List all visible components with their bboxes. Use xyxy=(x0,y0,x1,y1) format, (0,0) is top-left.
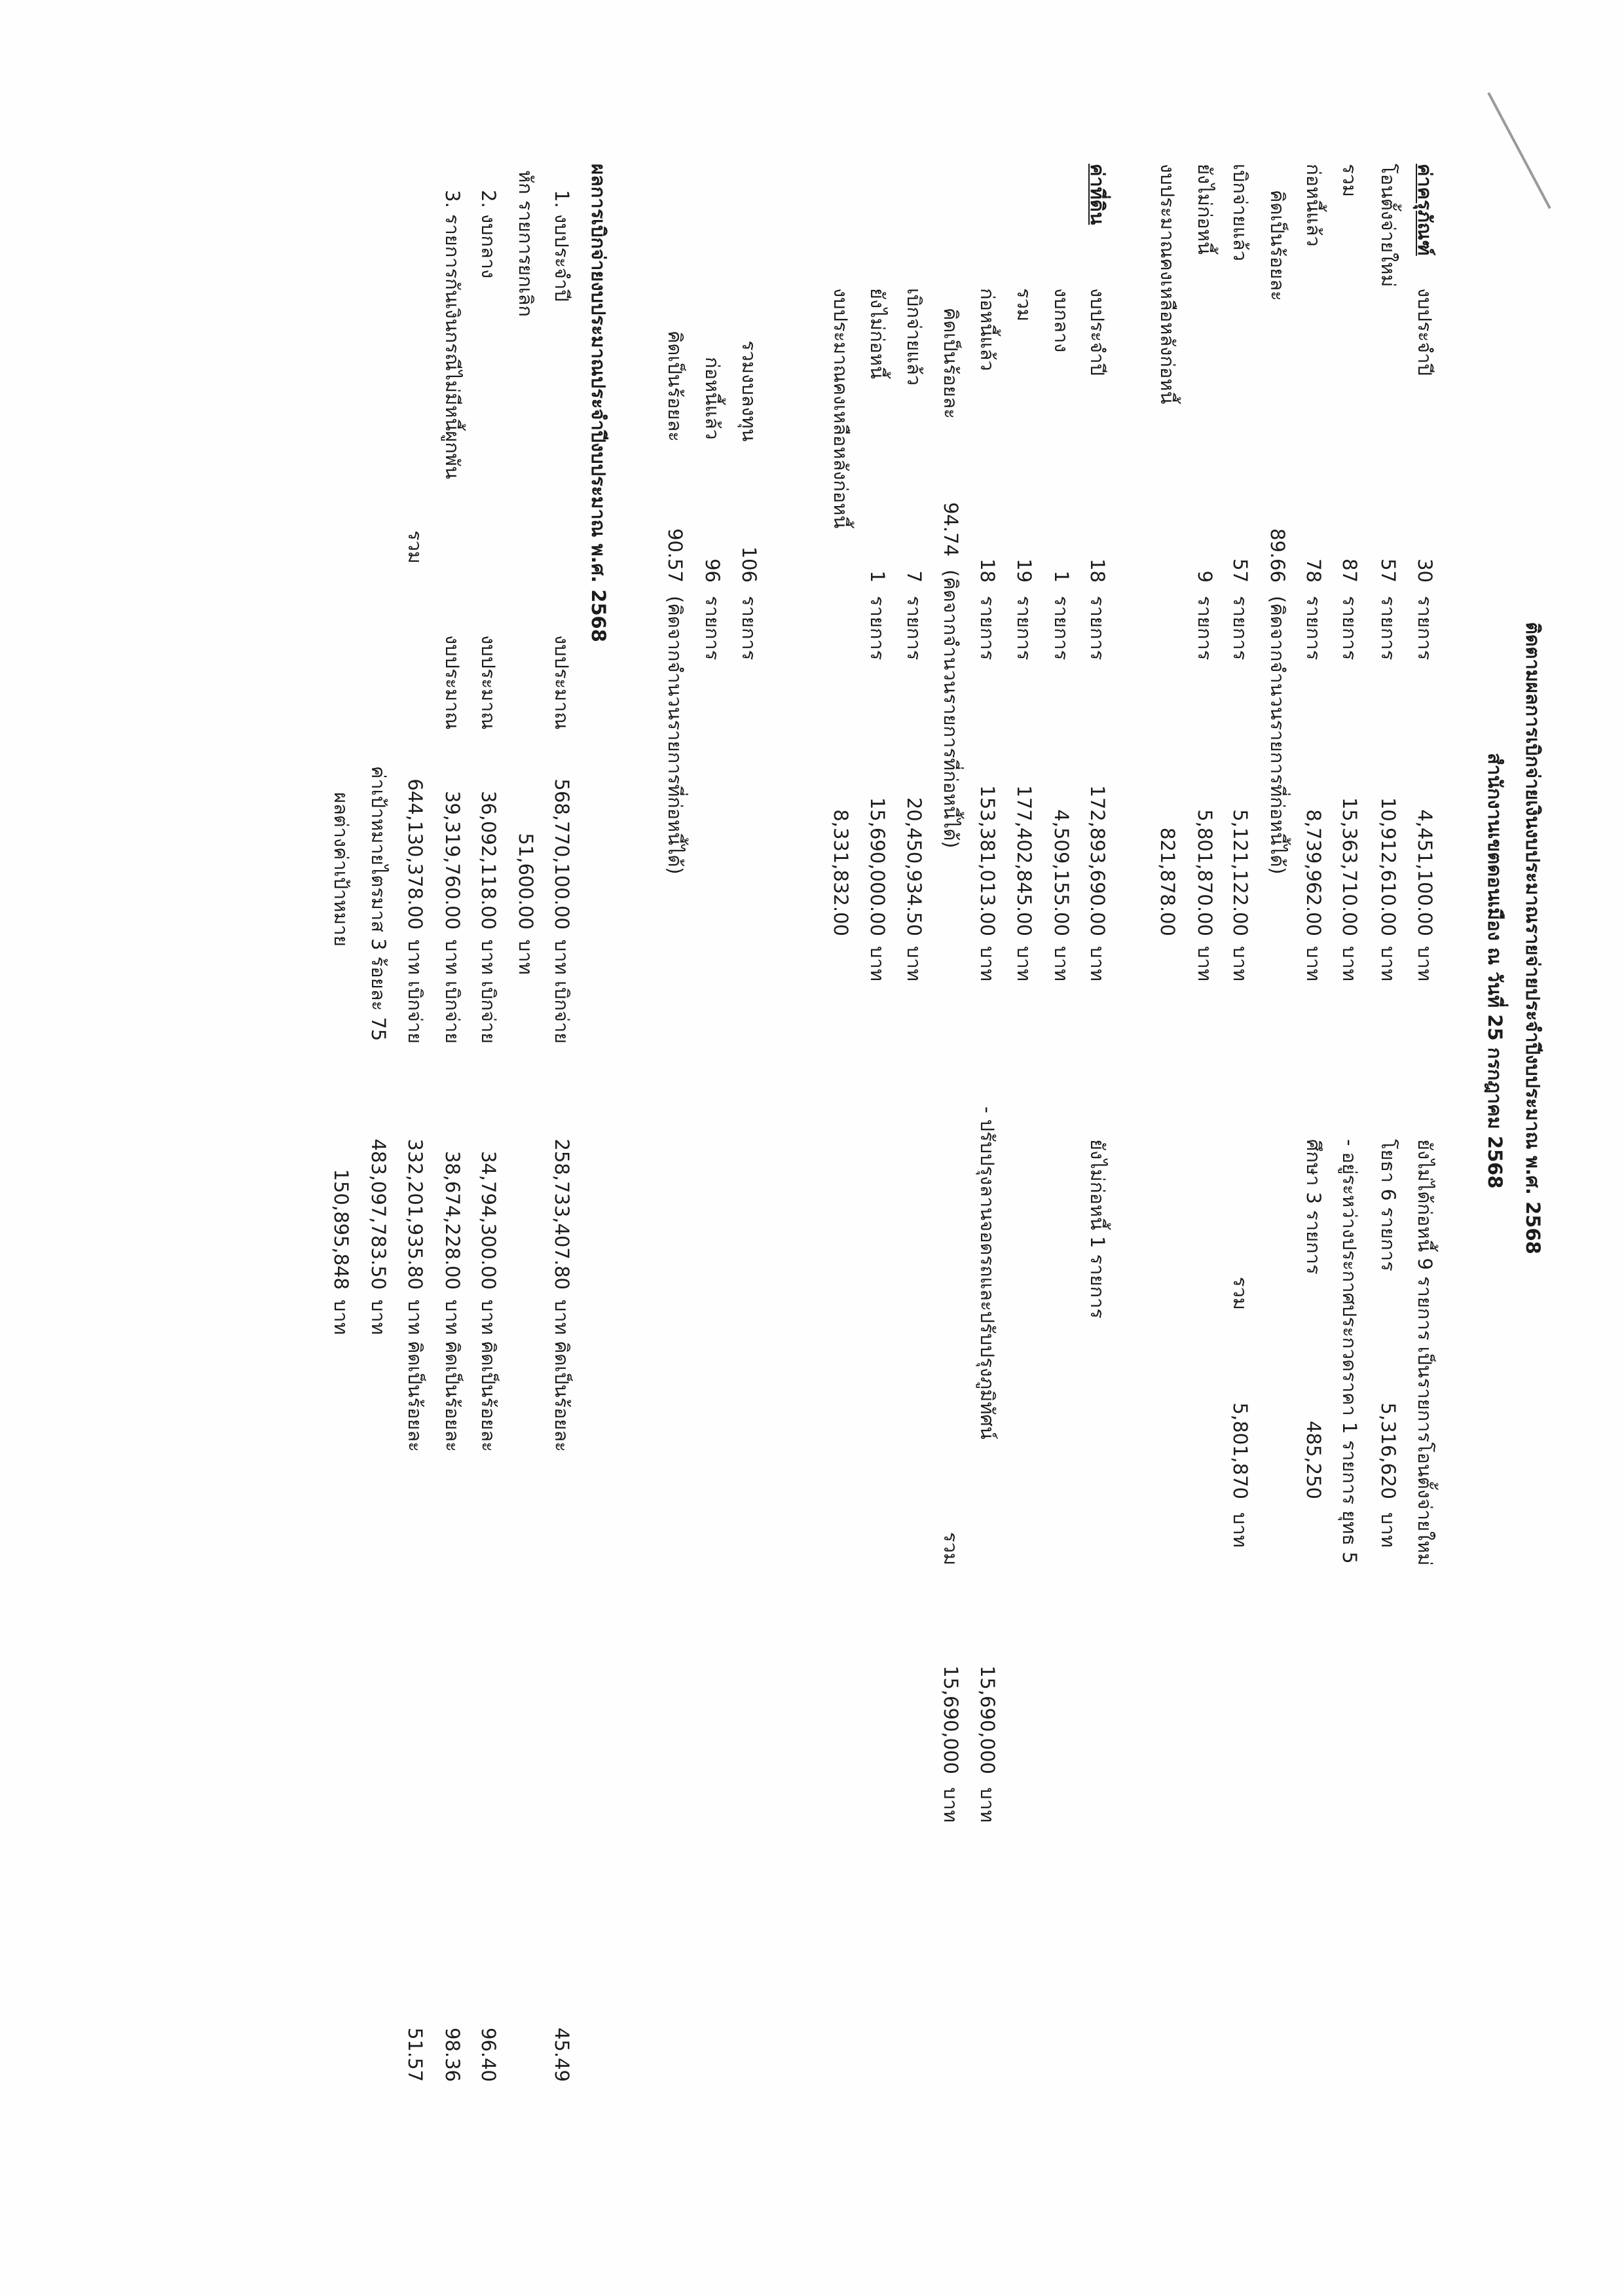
results-total-unit: บาท เบิกจ่าย xyxy=(404,939,426,1044)
row-amount: 172,893,690.00 xyxy=(1086,785,1109,936)
results-disbursed-unit: บาท คิดเป็นร้อยละ xyxy=(477,1300,500,1452)
row-count: 30 xyxy=(1414,558,1436,583)
row-label: รวม xyxy=(1013,288,1035,321)
results-total-budget: 644,130,378.00 xyxy=(404,778,426,930)
row-count: 57 xyxy=(1377,558,1399,583)
investment-percent-value: 90.57 xyxy=(664,528,686,583)
investment-committed-count: 96 xyxy=(701,558,724,583)
row-amount: 20,450,934.50 xyxy=(903,797,925,936)
row-label: งบประมาณคงเหลือหลังก่อหนี้ xyxy=(1156,164,1179,405)
row-count: 57 xyxy=(1229,558,1251,583)
section2-note-total-label: รวม xyxy=(940,1532,962,1565)
row-currency: บาท xyxy=(866,946,889,981)
section1-note: - อยู่ระหว่างประกาศประกวดราคา 1 รายการ ยุทธ 5 xyxy=(1338,1139,1361,1564)
row-count: 18 xyxy=(1086,558,1109,583)
row-count: 1 xyxy=(866,570,889,583)
results-budget-unit: บาท เบิกจ่าย xyxy=(477,939,500,1044)
document-sheet xyxy=(111,137,1565,2160)
results-percent: 96.40 xyxy=(477,2027,500,2082)
row-unit: รายการ xyxy=(1302,596,1325,661)
results-disbursed: 34,794,300.00 xyxy=(477,1150,500,1290)
investment-committed-label: ก่อหนี้แล้ว xyxy=(701,357,724,440)
results-total-disbursed-unit: บาท คิดเป็นร้อยละ xyxy=(404,1300,426,1452)
investment-total-label: รวมงบลงทุน xyxy=(738,340,760,442)
row-label: งบประจำปี xyxy=(1414,288,1436,376)
results-label: หัก รายการยกเลิก xyxy=(515,170,537,317)
investment-total-count: 106 xyxy=(738,546,760,583)
row-label: คิดเป็นร้อยละ xyxy=(1266,190,1289,301)
row-count: 7 xyxy=(903,570,925,583)
row-label: งบประมาณคงเหลือหลังก่อหนี้ xyxy=(830,288,852,529)
row-unit: รายการ xyxy=(1377,596,1399,661)
row-label: คิดเป็นร้อยละ xyxy=(940,308,962,419)
results-source: งบประมาณ xyxy=(441,635,464,730)
diff-unit: บาท xyxy=(330,1300,352,1335)
results-total-disbursed: 332,201,935.80 xyxy=(404,1139,426,1290)
section2-note: ยังไม่ก่อหนี้ 1 รายการ xyxy=(1086,1139,1109,1319)
section1-note-total-unit: บาท xyxy=(1229,1512,1251,1548)
results-budget: 36,092,118.00 xyxy=(477,790,500,930)
results-label: 1. งบประจำปี xyxy=(551,190,573,302)
section1-note: ยังไม่ได้ก่อหนี้ 9 รายการ เป็นรายการโอนตั้งจ่ายใหม่ xyxy=(1414,1139,1436,1566)
results-total-percent: 51.57 xyxy=(404,2027,426,2082)
section1-note-unit: บาท xyxy=(1377,1512,1399,1548)
row-amount: 177,402,845.00 xyxy=(1013,785,1035,936)
row-unit: รายการ xyxy=(866,596,889,661)
row-amount: 15,690,000.00 xyxy=(866,797,889,936)
results-disbursed-unit: บาท คิดเป็นร้อยละ xyxy=(441,1300,464,1452)
results-disbursed: 258,733,407.80 xyxy=(551,1139,573,1290)
row-unit: รายการ xyxy=(903,596,925,661)
row-count: 19 xyxy=(1013,558,1035,583)
row-amount: 5,121,122.00 xyxy=(1229,809,1251,936)
row-currency: บาท xyxy=(1377,946,1399,981)
section2-note: - ปรับปรุงลานจอดรถและปรับปรุงภูมิทัศน์ xyxy=(976,1106,999,1440)
row-unit: รายการ xyxy=(1338,596,1361,661)
row-amount: 821,878.00 xyxy=(1156,827,1179,936)
page-subtitle: สำนักงานเขตดอนเมือง ณ วันที่ 25 กรกฎาคม 2568 xyxy=(1484,753,1506,1189)
section1-note: ศึกษา 3 รายการ xyxy=(1302,1139,1325,1275)
row-unit: รายการ xyxy=(1086,596,1109,661)
row-currency: บาท xyxy=(1086,946,1109,981)
row-currency: บาท xyxy=(1338,946,1361,981)
results-source: งบประมาณ xyxy=(551,635,573,730)
section2-note-unit: บาท xyxy=(976,1787,999,1823)
row-amount: 15,363,710.00 xyxy=(1338,797,1361,936)
results-heading: ผลการเบิกจ่ายงบประมาณประจำปีงบประมาณ พ.ศ. 2568 xyxy=(587,164,610,642)
row-unit: (คิดจากจำนวนรายการที่ก่อหนี้ได้) xyxy=(940,570,962,848)
results-total-label: รวม xyxy=(404,530,426,564)
section1-note-total-value: 5,801,870 xyxy=(1229,1402,1251,1499)
row-label: ก่อหนี้แล้ว xyxy=(976,288,999,371)
results-budget-unit: บาท เบิกจ่าย xyxy=(441,939,464,1044)
row-label: โอนตั้งจ่ายใหม่ xyxy=(1377,164,1399,287)
target-value: 483,097,783.50 xyxy=(367,1139,390,1290)
row-amount: 10,912,610.00 xyxy=(1377,797,1399,936)
section1-note-total-label: รวม xyxy=(1229,1277,1251,1310)
section2-note-total-value: 15,690,000 xyxy=(940,1665,962,1774)
row-label: เบิกจ่ายแล้ว xyxy=(903,288,925,386)
row-unit: รายการ xyxy=(1013,596,1035,661)
diff-value: 150,895,848 xyxy=(330,1169,352,1290)
page-title: ติดตามผลการเบิกจ่ายเงินงบประมาณรายจ่ายประจำปีงบประมาณ พ.ศ. 2568 xyxy=(1522,622,1544,1254)
row-amount: 5,801,870.00 xyxy=(1194,809,1216,936)
row-label: งบกลาง xyxy=(1050,288,1073,353)
row-count: 94.74 xyxy=(940,501,962,556)
row-currency: บาท xyxy=(1302,946,1325,981)
results-label: 2. งบกลาง xyxy=(477,190,500,279)
row-amount: 8,739,962.00 xyxy=(1302,809,1325,936)
row-amount: 4,451,100.00 xyxy=(1414,809,1436,936)
row-currency: บาท xyxy=(1050,946,1073,981)
results-disbursed: 38,674,228.00 xyxy=(441,1150,464,1290)
diff-label: ผลต่างค่าเป้าหมาย xyxy=(330,792,352,947)
row-label: งบประจำปี xyxy=(1086,288,1109,376)
row-unit: (คิดจากจำนวนรายการที่ก่อหนี้ได้) xyxy=(1266,596,1289,875)
investment-percent-label: คิดเป็นร้อยละ xyxy=(664,331,686,442)
row-label: รวม xyxy=(1338,164,1361,197)
row-count: 89.66 xyxy=(1266,528,1289,583)
row-label: ยังไม่ก่อหนี้ xyxy=(1194,164,1216,255)
row-unit: รายการ xyxy=(1194,596,1216,661)
results-budget-unit: บาท xyxy=(515,939,537,975)
row-label: เบิกจ่ายแล้ว xyxy=(1229,164,1251,261)
row-currency: บาท xyxy=(903,946,925,981)
investment-total-unit: รายการ xyxy=(738,596,760,661)
row-count: 9 xyxy=(1194,570,1216,583)
row-count: 87 xyxy=(1338,558,1361,583)
row-unit: รายการ xyxy=(1050,596,1073,661)
row-unit: รายการ xyxy=(1414,596,1436,661)
section1-heading: ค่าครุภัณฑ์ xyxy=(1414,164,1436,256)
section1-note-value: 5,316,620 xyxy=(1377,1402,1399,1499)
target-unit: บาท xyxy=(367,1300,390,1335)
row-count: 1 xyxy=(1050,570,1073,583)
row-currency: บาท xyxy=(1229,946,1251,981)
row-count: 18 xyxy=(976,558,999,583)
section1-note-value: 485,250 xyxy=(1302,1421,1325,1499)
investment-committed-unit: รายการ xyxy=(701,596,724,661)
row-amount: 8,331,832.00 xyxy=(830,809,852,936)
row-label: ก่อหนี้แล้ว xyxy=(1302,164,1325,247)
row-currency: บาท xyxy=(1013,946,1035,981)
results-budget: 39,319,760.00 xyxy=(441,790,464,930)
results-percent: 98.36 xyxy=(441,2027,464,2082)
results-budget-unit: บาท เบิกจ่าย xyxy=(551,939,573,1044)
row-label: ยังไม่ก่อหนี้ xyxy=(866,288,889,379)
results-label: 3. รายการกันเงินกรณีไม่มีหนี้ผูกพัน xyxy=(441,190,464,479)
section1-note: โยธา 6 รายการ xyxy=(1377,1139,1399,1271)
results-disbursed-unit: บาท คิดเป็นร้อยละ xyxy=(551,1300,573,1452)
row-currency: บาท xyxy=(1414,946,1436,981)
section2-note-value: 15,690,000 xyxy=(976,1665,999,1774)
row-currency: บาท xyxy=(1194,946,1216,981)
row-amount: 153,381,013.00 xyxy=(976,785,999,936)
results-budget: 568,770,100.00 xyxy=(551,778,573,930)
target-label: ค่าเป้าหมายไตรมาส 3 ร้อยละ 75 xyxy=(367,766,390,1042)
row-unit: รายการ xyxy=(1229,596,1251,661)
section2-note-total-unit: บาท xyxy=(940,1787,962,1823)
row-amount: 4,509,155.00 xyxy=(1050,809,1073,936)
row-count: 78 xyxy=(1302,558,1325,583)
results-budget: 51,600.00 xyxy=(515,833,537,930)
section2-heading: ค่าที่ดิน xyxy=(1086,164,1109,225)
row-currency: บาท xyxy=(976,946,999,981)
row-unit: รายการ xyxy=(976,596,999,661)
investment-percent-note: (คิดจากจำนวนรายการที่ก่อหนี้ได้) xyxy=(664,596,686,875)
results-source: งบประมาณ xyxy=(477,635,500,730)
results-percent: 45.49 xyxy=(551,2027,573,2082)
